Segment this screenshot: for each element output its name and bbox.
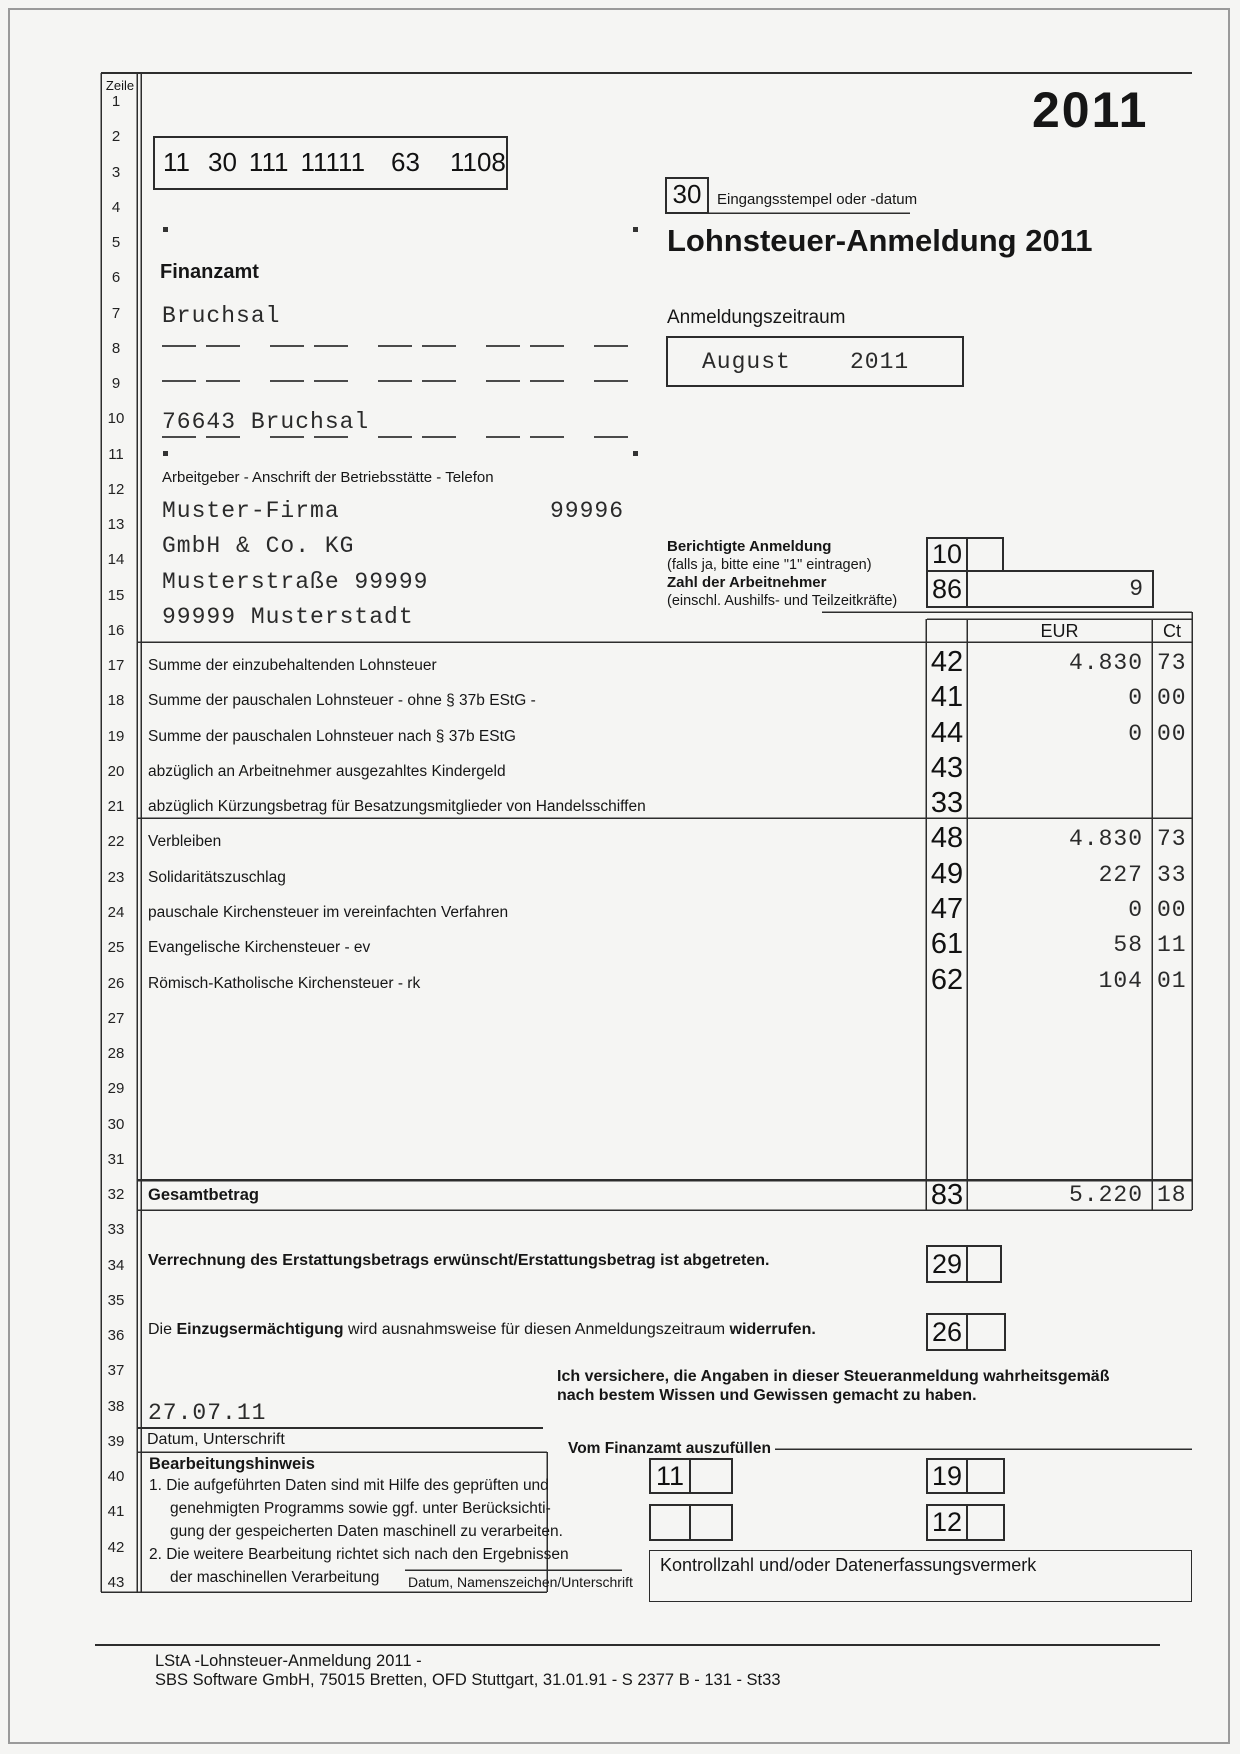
- stamp-code: 30: [672, 179, 702, 209]
- ct-column-header: Ct: [1163, 621, 1181, 641]
- footer-line2: SBS Software GmbH, 75015 Bretten, OFD Stuttgart, 31.01.91 - S 2377 B - 131 - St33: [155, 1671, 781, 1689]
- tax-row-ct-value[interactable]: 00: [1157, 896, 1187, 923]
- zeile-number: 22: [107, 833, 125, 851]
- alignment-dot: [633, 227, 638, 232]
- office-box3-code: 12: [931, 1507, 963, 1537]
- zeile-number: 35: [107, 1291, 125, 1309]
- office-box3-entry-box[interactable]: [966, 1504, 1005, 1541]
- tax-row-code: 42: [930, 646, 964, 679]
- id-segment: 111: [248, 147, 289, 177]
- finanzamt-city-entry[interactable]: 76643 Bruchsal: [162, 409, 370, 435]
- office-empty-code-box[interactable]: [649, 1504, 691, 1541]
- zeile-number: 30: [107, 1115, 125, 1133]
- zeile-number: 15: [107, 586, 125, 604]
- stamp-label: Eingangsstempel oder -datum: [717, 191, 918, 208]
- assurance-line2: nach bestem Wissen und Gewissen gemacht zu haben.: [557, 1387, 977, 1404]
- total-eur-value[interactable]: 5.220: [1068, 1182, 1143, 1208]
- einzug-text: [148, 1321, 816, 1339]
- tax-row-label: Summe der pauschalen Lohnsteuer - ohne § 37b EStG -: [148, 692, 536, 710]
- tax-row-label: Summe der pauschalen Lohnsteuer nach § 37b EStG: [148, 727, 516, 745]
- period-label: Anmeldungszeitraum: [667, 307, 846, 328]
- tax-row-label: Evangelische Kirchensteuer - ev: [148, 939, 371, 957]
- zeile-number: 8: [111, 339, 121, 357]
- zeile-number: 20: [107, 762, 125, 780]
- zeile-number: 16: [107, 621, 125, 639]
- zeile-number: 32: [107, 1186, 125, 1204]
- period-month[interactable]: August: [702, 349, 791, 375]
- tax-row-eur-value[interactable]: 58: [1113, 932, 1143, 959]
- zeile-number: 14: [107, 551, 125, 569]
- hint-line: gung der gespeicherten Daten maschinell zu verarbeiten.: [170, 1523, 563, 1540]
- einzug-bold: Einzugsermächtigung: [176, 1321, 344, 1338]
- verrechnung-code: 29: [931, 1249, 963, 1279]
- tax-row-ct-value[interactable]: 00: [1157, 720, 1187, 747]
- finanzamt-entry[interactable]: Bruchsal: [162, 303, 281, 329]
- verrechnung-text: Verrechnung des Erstattungsbetrags erwünscht/Erstattungsbetrag ist abgetreten.: [148, 1252, 770, 1269]
- employer-city-entry[interactable]: 99999 Musterstadt: [162, 604, 414, 630]
- tax-row-eur-value[interactable]: 4.830: [1068, 826, 1143, 853]
- office-box1-code: 11: [655, 1461, 685, 1491]
- tax-row-ct-value[interactable]: 33: [1157, 861, 1187, 888]
- zeile-number: 29: [107, 1080, 125, 1098]
- date-label: Datum, Unterschrift: [147, 1431, 285, 1448]
- tax-row-label: Verbleiben: [148, 833, 222, 851]
- zeile-number: 38: [107, 1397, 125, 1415]
- footer-line1: LStA -Lohnsteuer-Anmeldung 2011 -: [155, 1652, 422, 1670]
- form-title: Lohnsteuer-Anmeldung 2011: [667, 223, 1093, 258]
- zeile-number: 18: [107, 692, 125, 710]
- einzug-entry-box[interactable]: [966, 1313, 1006, 1351]
- hints-heading: Bearbeitungshinweis: [149, 1455, 315, 1473]
- year-badge: 2011: [1032, 82, 1149, 138]
- zeile-number: 39: [107, 1432, 125, 1450]
- entry-ruler: [162, 380, 630, 382]
- einzug-mid: wird ausnahmsweise für diesen Anmeldungszeitraum: [343, 1321, 730, 1338]
- berichtigte-hint: (falls ja, bitte eine "1" eintragen): [667, 557, 872, 573]
- tax-row-code: 41: [930, 681, 964, 714]
- employer-section-label: Arbeitgeber - Anschrift der Betriebsstätte - Telefon: [162, 469, 494, 486]
- employer-name-entry[interactable]: Muster-Firma: [162, 498, 340, 524]
- alignment-dot: [163, 227, 168, 232]
- tax-row-code: 49: [930, 857, 964, 890]
- arbeitnehmer-value[interactable]: 9: [1129, 576, 1144, 602]
- tax-row-label: abzüglich Kürzungsbetrag für Besatzungsmitglieder von Handelsschiffen: [148, 798, 646, 816]
- zeile-number: 24: [107, 903, 125, 921]
- tax-row-label: Solidaritätszuschlag: [148, 868, 286, 886]
- id-segment: 11: [163, 147, 190, 177]
- zeile-header: Zeile: [105, 78, 135, 93]
- arbeitnehmer-label: Zahl der Arbeitnehmer: [667, 574, 827, 591]
- tax-row-code: 33: [930, 787, 964, 820]
- total-code: 83: [930, 1179, 964, 1211]
- employer-street-entry[interactable]: Musterstraße 99999: [162, 569, 429, 595]
- alignment-dot: [633, 451, 638, 456]
- zeile-number: 13: [107, 516, 125, 534]
- id-segment: 63: [391, 147, 420, 177]
- office-box1-entry-box[interactable]: [689, 1458, 733, 1494]
- tax-row-label: abzüglich an Arbeitnehmer ausgezahltes Kindergeld: [148, 762, 506, 780]
- hint-line: 1. Die aufgeführten Daten sind mit Hilfe des geprüften und: [149, 1477, 549, 1494]
- zeile-number: 42: [107, 1538, 125, 1556]
- zeile-number: 26: [107, 974, 125, 992]
- tax-row-code: 44: [930, 716, 964, 749]
- employer-number-entry[interactable]: 99996: [550, 498, 625, 524]
- office-heading: Vom Finanzamt auszufüllen: [568, 1440, 771, 1457]
- entry-ruler: [162, 436, 630, 438]
- tax-row-eur-value[interactable]: 0: [1128, 685, 1143, 712]
- total-label: Gesamtbetrag: [148, 1186, 259, 1204]
- zeile-number: 27: [107, 1009, 125, 1027]
- tax-row-code: 61: [930, 928, 964, 961]
- tax-row-label: pauschale Kirchensteuer im vereinfachten Verfahren: [148, 903, 509, 921]
- zeile-number: 12: [107, 480, 125, 498]
- arbeitnehmer-hint: (einschl. Aushilfs- und Teilzeitkräfte): [667, 593, 898, 609]
- zeile-number: 1: [111, 93, 121, 110]
- einzug-code: 26: [931, 1317, 963, 1347]
- zeile-number: 40: [107, 1468, 125, 1486]
- zeile-number: 17: [107, 657, 125, 675]
- tax-row-ct-value[interactable]: 00: [1157, 685, 1187, 712]
- hint-line: der maschinellen Verarbeitung: [170, 1569, 380, 1586]
- zeile-number: 9: [111, 375, 121, 393]
- id-segment: 11111: [300, 147, 366, 177]
- zeile-number: 23: [107, 868, 125, 886]
- tax-row-eur-value[interactable]: 4.830: [1068, 650, 1143, 677]
- zeile-number: 6: [111, 269, 121, 287]
- tax-row-eur-value[interactable]: 0: [1128, 720, 1143, 747]
- hint-line: genehmigten Programms sowie ggf. unter Berücksichti-: [170, 1500, 551, 1517]
- zeile-number: 37: [107, 1362, 125, 1380]
- zeile-number: 21: [107, 798, 125, 816]
- office-signature-label: Datum, Namenszeichen/Unterschrift: [408, 1574, 633, 1590]
- tax-row-ct-value[interactable]: 11: [1157, 932, 1187, 959]
- zeile-number: 5: [111, 234, 121, 252]
- zeile-number: 3: [111, 163, 121, 181]
- berichtigte-entry-box[interactable]: [966, 537, 1004, 572]
- tax-row-code: 48: [930, 822, 964, 855]
- form-id-numbers: [163, 136, 506, 190]
- total-ct-value[interactable]: 18: [1157, 1182, 1187, 1208]
- einzug-pre: Die: [148, 1321, 177, 1338]
- zeile-number: 4: [111, 198, 121, 216]
- zeile-number: 2: [111, 128, 121, 146]
- zeile-number: 41: [107, 1503, 125, 1521]
- employer-name2-entry[interactable]: GmbH & Co. KG: [162, 533, 355, 559]
- berichtigte-code: 10: [931, 539, 963, 569]
- tax-row-ct-value[interactable]: 73: [1157, 650, 1187, 677]
- tax-row-eur-value[interactable]: 227: [1098, 861, 1143, 888]
- eur-column-header: EUR: [1040, 621, 1079, 641]
- entry-ruler: [162, 345, 630, 347]
- zeile-number: 43: [107, 1573, 125, 1591]
- tax-row-code: 47: [930, 892, 964, 925]
- zeile-number: 7: [111, 304, 121, 322]
- office-box2-code: 19: [931, 1461, 963, 1491]
- zeile-number: 11: [108, 445, 124, 463]
- tax-row-eur-value[interactable]: 0: [1128, 896, 1143, 923]
- period-year[interactable]: 2011: [850, 349, 910, 375]
- finanzamt-label: Finanzamt: [160, 261, 259, 283]
- tax-row-eur-value[interactable]: 104: [1098, 967, 1143, 994]
- einzug-bold2: widerrufen.: [729, 1321, 816, 1338]
- zeile-number: 33: [107, 1221, 125, 1239]
- arbeitnehmer-code: 86: [931, 574, 963, 604]
- zeile-number: 10: [107, 410, 125, 428]
- berichtigte-label: Berichtigte Anmeldung: [667, 538, 832, 555]
- zeile-number: 19: [107, 727, 125, 745]
- tax-row-ct-value[interactable]: 01: [1157, 967, 1187, 994]
- verrechnung-entry-box[interactable]: [966, 1245, 1002, 1283]
- zeile-number: 31: [107, 1150, 125, 1168]
- tax-row-code: 62: [930, 963, 964, 996]
- office-box2-entry-box[interactable]: [966, 1458, 1005, 1494]
- id-segment: 30: [208, 147, 237, 177]
- kontrollzahl-label: Kontrollzahl und/oder Datenerfassungsvermerk: [660, 1555, 1037, 1575]
- tax-row-ct-value[interactable]: 73: [1157, 826, 1187, 853]
- date-entry[interactable]: 27.07.11: [148, 1400, 267, 1426]
- id-segment: 1108: [449, 147, 506, 177]
- assurance-line1: Ich versichere, die Angaben in dieser Steueranmeldung wahrheitsgemäß: [557, 1368, 1110, 1385]
- zeile-number: 28: [107, 1045, 125, 1063]
- tax-row-label: Römisch-Katholische Kirchensteuer - rk: [148, 974, 421, 992]
- alignment-dot: [163, 451, 168, 456]
- zeile-number: 36: [107, 1327, 125, 1345]
- zeile-number: 34: [107, 1256, 125, 1274]
- hint-line: 2. Die weitere Bearbeitung richtet sich nach den Ergebnissen: [149, 1546, 569, 1563]
- tax-row-code: 43: [930, 751, 964, 784]
- tax-row-label: Summe der einzubehaltenden Lohnsteuer: [148, 657, 437, 675]
- office-empty-entry-box[interactable]: [689, 1504, 733, 1541]
- zeile-number: 25: [107, 939, 125, 957]
